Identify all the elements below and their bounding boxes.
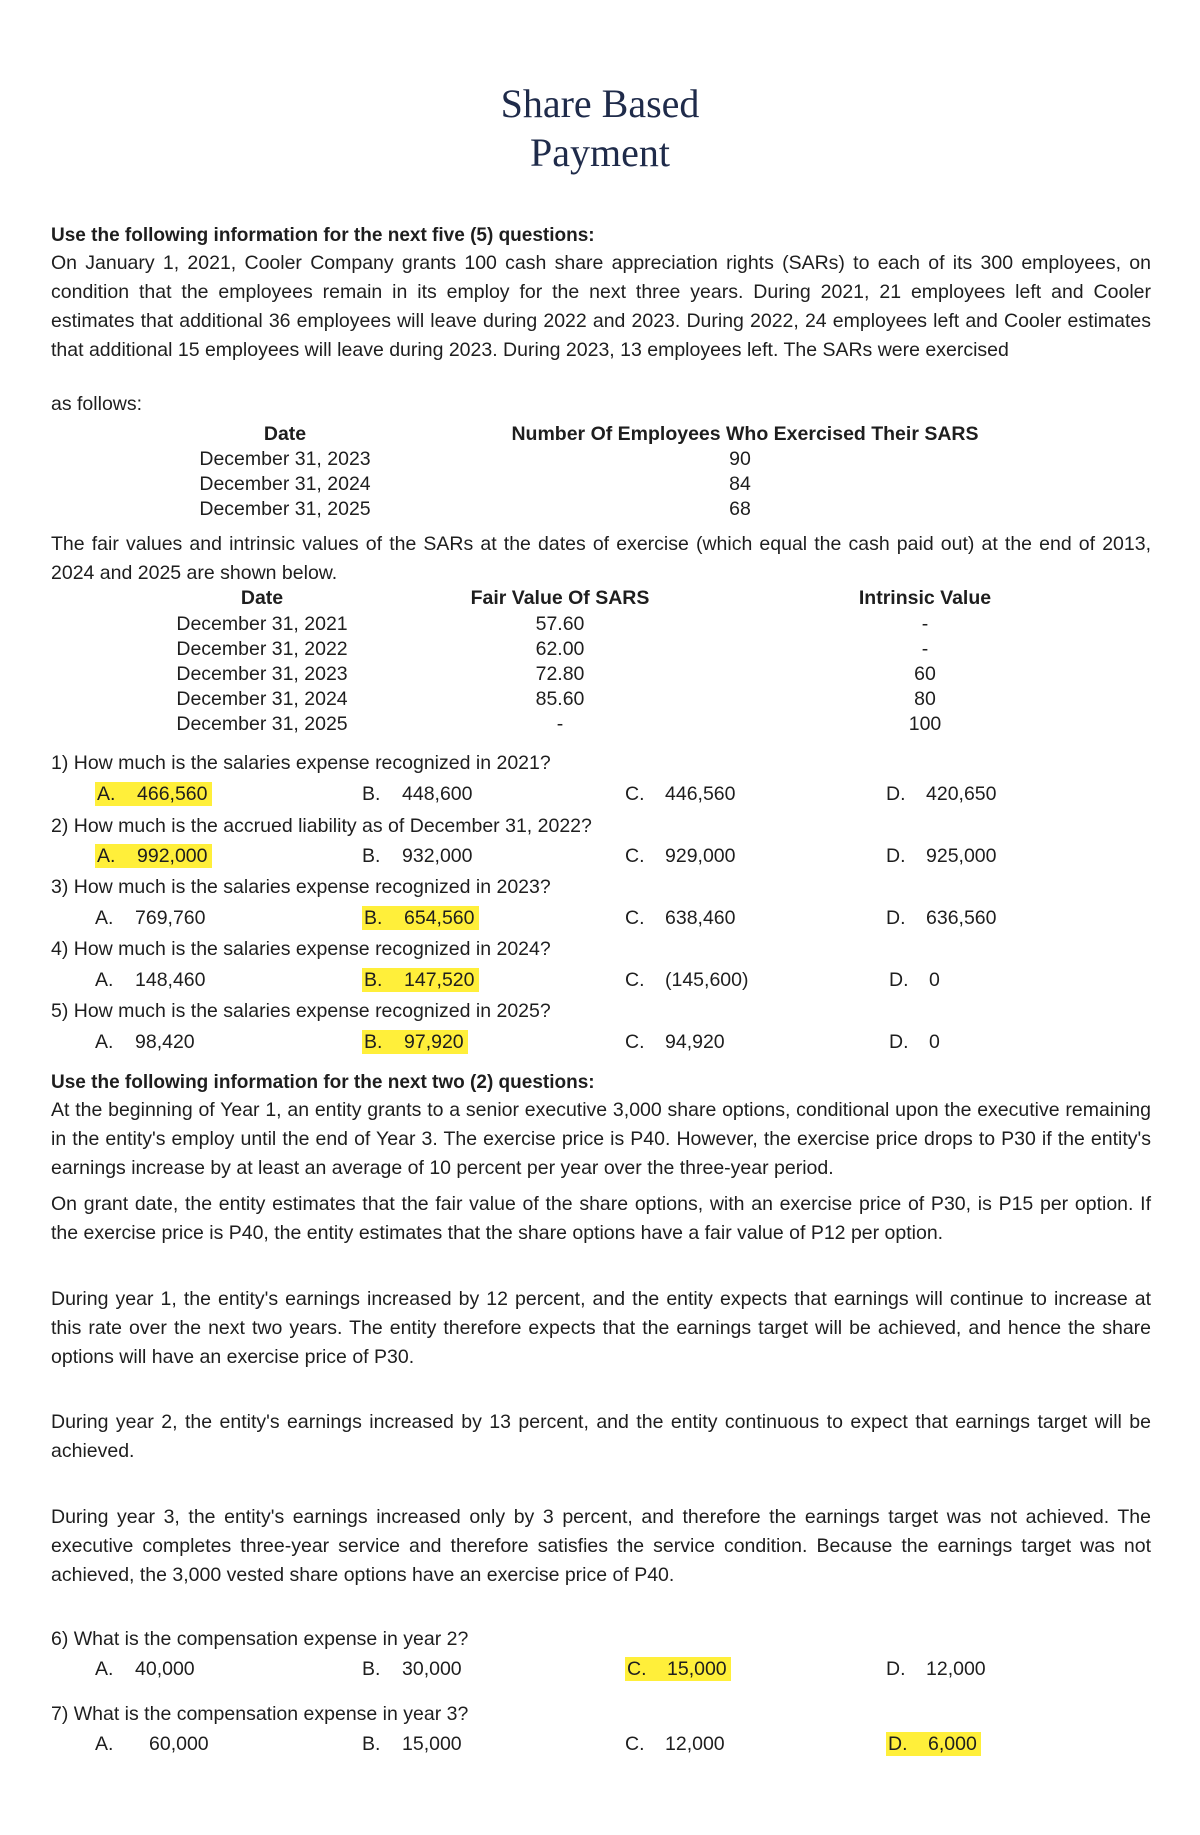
section1-paragraph-tail: as follows: bbox=[51, 393, 143, 415]
option-a[interactable]: A. 769,760 bbox=[95, 907, 206, 929]
section1-heading: Use the following information for the next five (5) questions: bbox=[51, 225, 595, 246]
question-text: 5) How much is the salaries expense recognized in 2025? bbox=[51, 1000, 551, 1022]
option-b[interactable]: B. 147,520 bbox=[362, 969, 479, 992]
option-c[interactable]: C. 15,000 bbox=[625, 1658, 731, 1681]
table-cell: December 31, 2025 bbox=[176, 713, 348, 735]
option-d[interactable]: D. 0 bbox=[889, 1031, 940, 1053]
table-cell: December 31, 2023 bbox=[176, 663, 348, 685]
question-text: 4) How much is the salaries expense recognized in 2024? bbox=[51, 938, 551, 960]
option-a[interactable]: A. 40,000 bbox=[95, 1658, 195, 1680]
option-c[interactable]: C. 446,560 bbox=[625, 783, 736, 805]
option-c[interactable]: C. (145,600) bbox=[625, 969, 749, 991]
question-text: 7) What is the compensation expense in year 3? bbox=[51, 1703, 469, 1725]
table-cell: - bbox=[921, 638, 929, 660]
section2-paragraph-3: During year 1, the entity's earnings increased by 12 percent, and the entity expects that earnings will continue to increase at this rate over the next two years. The entity therefore expects that the earnings target will be achieved, and hence the share options will have an exercise price of P30. bbox=[51, 1288, 1151, 1368]
table-header: Intrinsic Value bbox=[858, 587, 992, 609]
table-header: Fair Value Of SARS bbox=[470, 587, 650, 609]
option-b[interactable]: B. 97,920 bbox=[362, 1031, 468, 1054]
table-cell: 62.00 bbox=[535, 638, 585, 660]
table-cell: 100 bbox=[908, 713, 942, 735]
table-cell: December 31, 2024 bbox=[176, 688, 348, 710]
table-cell: December 31, 2022 bbox=[176, 638, 348, 660]
table-cell: December 31, 2024 bbox=[199, 473, 371, 495]
option-c[interactable]: C. 94,920 bbox=[625, 1031, 725, 1053]
table-cell: - bbox=[921, 613, 929, 635]
table-header: Date bbox=[263, 423, 307, 445]
table-cell: 72.80 bbox=[535, 663, 585, 685]
question-text: 2) How much is the accrued liability as of December 31, 2022? bbox=[51, 815, 592, 837]
table-cell: 90 bbox=[729, 448, 751, 470]
option-c[interactable]: C. 638,460 bbox=[625, 907, 736, 929]
page-title-line1: Share Based bbox=[500, 81, 700, 126]
question-text: 3) How much is the salaries expense recognized in 2023? bbox=[51, 876, 551, 898]
section2-paragraph-1: At the beginning of Year 1, an entity grants to a senior executive 3,000 share options, conditional upon the executive remaining in the entity's employ until the end of Year 3. The exercise price is P40. However, the exercise price drops to P30 if the entity's earnings increase by at least an average of 10 percent per year over the three-year period. bbox=[51, 1099, 1151, 1179]
table-cell: December 31, 2023 bbox=[199, 448, 371, 470]
option-b[interactable]: B. 448,600 bbox=[362, 783, 473, 805]
section1-paragraph-2: The fair values and intrinsic values of the SARs at the dates of exercise (which equal the cash paid out) at the end of 2013, 2024 and 2025 are shown below. bbox=[51, 533, 1151, 584]
table-cell: 85.60 bbox=[535, 688, 585, 710]
table-cell: 60 bbox=[914, 663, 936, 685]
table-cell: - bbox=[556, 713, 564, 735]
table-cell: December 31, 2025 bbox=[199, 498, 371, 520]
option-d[interactable]: D. 12,000 bbox=[886, 1658, 986, 1680]
option-a[interactable]: A. 148,460 bbox=[95, 969, 206, 991]
table-cell: 84 bbox=[729, 473, 751, 495]
section2-paragraph-4: During year 2, the entity's earnings increased by 13 percent, and the entity continuous to expect that earnings target will be achieved. bbox=[51, 1411, 1151, 1462]
question-text: 6) What is the compensation expense in year 2? bbox=[51, 1628, 469, 1650]
section1-paragraph: On January 1, 2021, Cooler Company grants 100 cash share appreciation rights (SARs) to each of its 300 employees, on condition that the employees remain in its employ for the next three years. During 2021, 21 employees left and Cooler estimates that additional 36 employees will leave during 2022 and 2023. During 2022, 24 employees left and Cooler estimates that additional 15 employees will leave during 2023. During 2023, 13 employees left. The SARs were exercised bbox=[51, 252, 1151, 361]
option-b[interactable]: B. 30,000 bbox=[362, 1658, 462, 1680]
question-text: 1) How much is the salaries expense recognized in 2021? bbox=[51, 752, 551, 774]
page-title-line2: Payment bbox=[530, 130, 670, 175]
option-a[interactable]: A. 98,420 bbox=[95, 1031, 195, 1053]
table-cell: 68 bbox=[729, 498, 751, 520]
option-c[interactable]: C. 929,000 bbox=[625, 845, 736, 867]
table-cell: 57.60 bbox=[535, 613, 585, 635]
table-header: Date bbox=[240, 587, 284, 609]
option-d[interactable]: D. 0 bbox=[889, 969, 940, 991]
table-cell: 80 bbox=[914, 688, 936, 710]
table-header: Number Of Employees Who Exercised Their SARS bbox=[511, 423, 979, 445]
option-b[interactable]: B. 15,000 bbox=[362, 1733, 462, 1755]
option-a[interactable]: A. 466,560 bbox=[95, 783, 212, 806]
section2-paragraph-5: During year 3, the entity's earnings increased only by 3 percent, and therefore the earnings target was not achieved. The executive completes three-year service and therefore satisfies the service condition. Because the earnings target was not achieved, the 3,000 vested share options have an exercise price of P40. bbox=[51, 1506, 1151, 1586]
option-a[interactable]: A. 992,000 bbox=[95, 845, 212, 868]
table-cell: December 31, 2021 bbox=[176, 613, 348, 635]
option-b[interactable]: B. 654,560 bbox=[362, 907, 479, 930]
option-d[interactable]: D. 636,560 bbox=[886, 907, 997, 929]
option-c[interactable]: C. 12,000 bbox=[625, 1733, 725, 1755]
option-a[interactable]: A. 60,000 bbox=[95, 1733, 209, 1755]
option-b[interactable]: B. 932,000 bbox=[362, 845, 473, 867]
option-d[interactable]: D. 925,000 bbox=[886, 845, 997, 867]
section2-paragraph-2: On grant date, the entity estimates that the fair value of the share options, with an exercise price of P30, is P15 per option. If the exercise price is P40, the entity estimates that the share options have a fair value of P12 per option. bbox=[51, 1193, 1151, 1244]
section2-heading: Use the following information for the next two (2) questions: bbox=[51, 1072, 595, 1093]
option-d[interactable]: D. 420,650 bbox=[886, 783, 997, 805]
option-d[interactable]: D. 6,000 bbox=[886, 1733, 981, 1756]
